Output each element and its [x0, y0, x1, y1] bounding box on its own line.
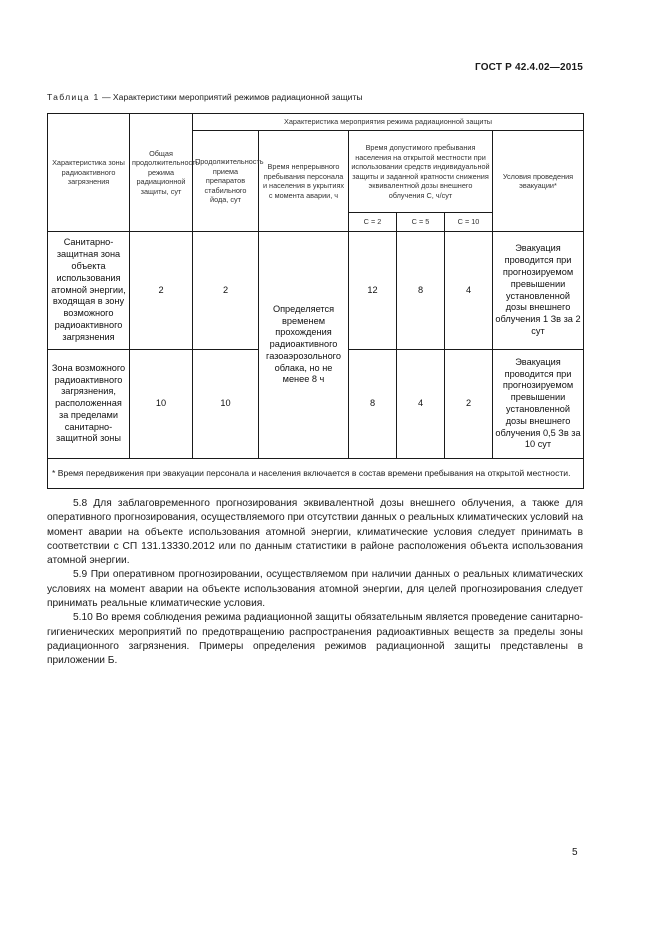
row-2-zone: Зона возможного радиоактивного загрязнения, расположенная за пределами санитарно-защитной зоны — [48, 350, 130, 459]
header-shelter-time: Время непрерывного пребывания персонала и населения в укрытиях с момента аварии, ч — [259, 131, 349, 232]
header-zone-characteristic: Характеристика зоны радиоактивного загрязнения — [48, 114, 130, 232]
row-1-iodine-duration: 2 — [193, 232, 259, 350]
paragraph-5-8: 5.8 Для заблаговременного прогнозирования эквивалентной дозы внешнего облучения, а также для оперативного прогнозирования, осуществляемого при отсутствии данных о реальных климатических условий на момент аварии на объекте использования атомной энергии, климатические условия следует принимать в соответствии с СП 131.13330.2012 или по данным статистики в районе расположения объекта использования атомной энергии. — [47, 498, 583, 567]
shelter-time-common: Определяется временем прохождения радиоактивного газоаэрозольного облака, но не менее 8 ч — [259, 232, 349, 459]
header-evacuation-conditions: Условия проведения эвакуации* — [493, 131, 584, 232]
row-2-evacuation: Эвакуация проводится при прогнозируемом превышении установленной дозы внешнего облучения 0,5 Зв за 10 сут — [493, 350, 584, 459]
body-text — [47, 497, 583, 669]
table-caption — [47, 92, 363, 102]
row-1-evacuation: Эвакуация проводится при прогнозируемом превышении установленной дозы внешнего облучения 1 Зв за 2 сут — [493, 232, 584, 350]
row-1-total-duration: 2 — [130, 232, 193, 350]
row-2-c2: 8 — [349, 350, 397, 459]
row-1-c10: 4 — [445, 232, 493, 350]
header-outdoor-time: Время допустимого пребывания населения на открытой местности при использовании средств индивидуальной защиты и заданной кратности снижения эквивалентной дозы внешнего облучения С, ч/сут — [349, 131, 493, 213]
header-c5: С = 5 — [397, 213, 445, 232]
paragraph-5-9: 5.9 При оперативном прогнозировании, осуществляемом при наличии данных о реальных климатических условиях на момент аварии на объекте использования атомной энергии, для целей прогнозирования следует принимать реальные климатические условия. — [47, 569, 583, 610]
header-c2: С = 2 — [349, 213, 397, 232]
table-row — [48, 232, 584, 350]
page-number: 5 — [572, 847, 578, 858]
row-1-zone: Санитарно-защитная зона объекта использования атомной энергии, входящая в зону возможного радиоактивного загрязнения — [48, 232, 130, 350]
row-2-c5: 4 — [397, 350, 445, 459]
table-caption-title: — Характеристики мероприятий режимов радиационной защиты — [99, 92, 363, 102]
row-2-iodine-duration: 10 — [193, 350, 259, 459]
row-1-c5: 8 — [397, 232, 445, 350]
paragraph-5-10: 5.10 Во время соблюдения режима радиационной защиты обязательным является проведение санитарно-гигиенических мероприятий по предотвращению распространения радиоактивных веществ за пределы зоны радиационного загрязнения. Примеры определения режимов радиационной защиты представлены в приложении Б. — [47, 612, 583, 667]
header-c10: С = 10 — [445, 213, 493, 232]
table-footnote: * Время передвижения при эвакуации персонала и населения включается в состав времени пребывания на открытой местности. — [48, 459, 584, 489]
row-2-c10: 2 — [445, 350, 493, 459]
standard-code: ГОСТ Р 42.4.02—2015 — [474, 62, 583, 73]
header-total-duration: Общая продолжительность режима радиационной защиты, сут — [130, 114, 193, 232]
row-2-total-duration: 10 — [130, 350, 193, 459]
header-iodine-duration: Продолжительность приема препаратов стабильного йода, сут — [193, 131, 259, 232]
row-1-c2: 12 — [349, 232, 397, 350]
header-measure-group: Характеристика мероприятия режима радиационной защиты — [193, 114, 584, 131]
radiation-protection-table — [47, 113, 584, 489]
table-caption-label: Таблица 1 — [47, 92, 100, 102]
